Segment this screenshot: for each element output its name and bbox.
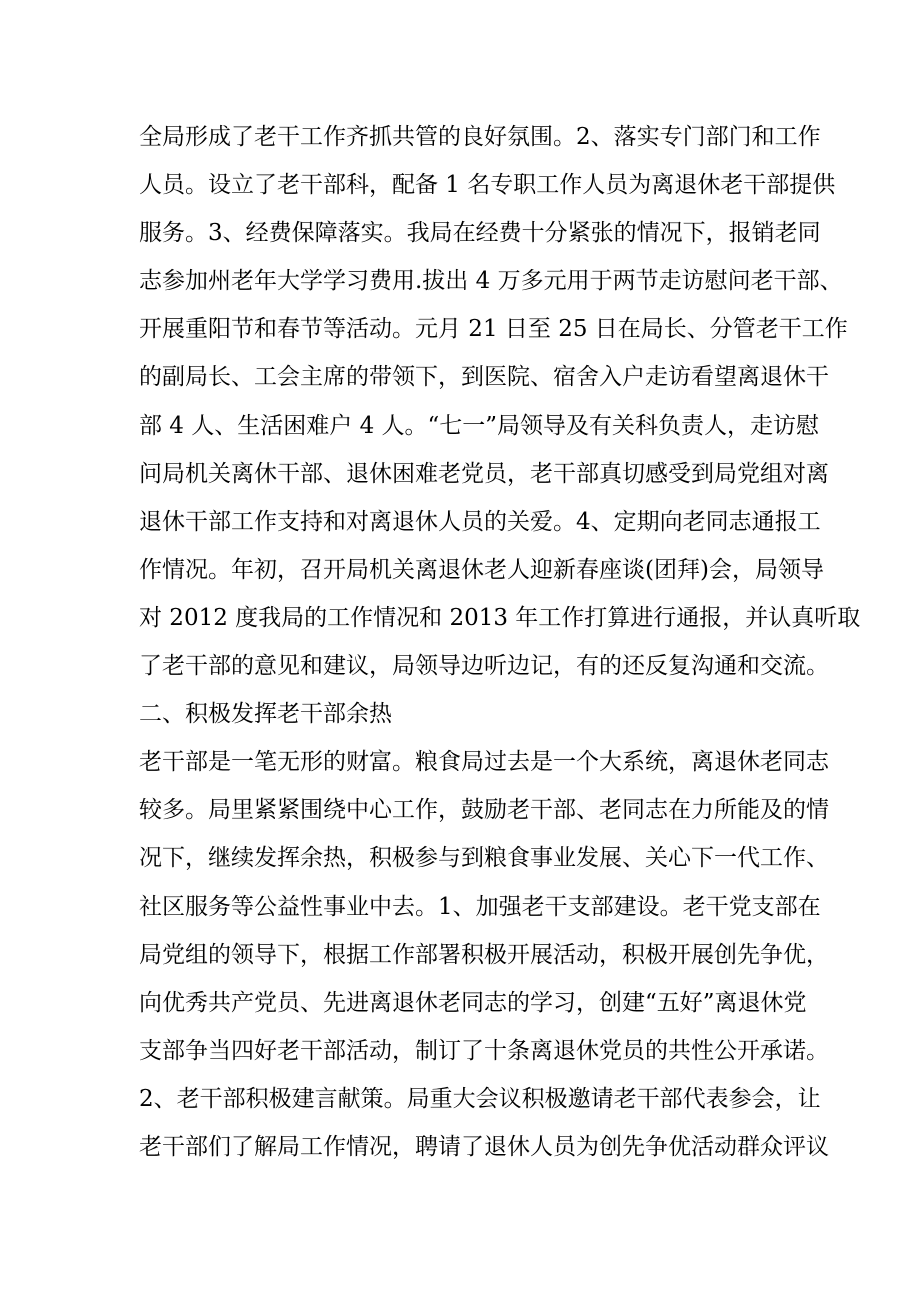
text-line-12: 了老干部的意见和建议，局领导边听边记，有的还反复沟通和交流。 <box>139 653 829 680</box>
section-heading: 二、积极发挥老干部余热 <box>139 701 392 728</box>
text-line-14: 老干部是一笔无形的财富。粮食局过去是一个大系统，离退休老同志 <box>139 749 829 776</box>
text-line-11: 对 2012 度我局的工作情况和 2013 年工作打算进行通报，并认真听取 <box>139 604 861 631</box>
text-line-17: 社区服务等公益性事业中去。1、加强老干支部建设。老干党支部在 <box>139 893 821 920</box>
text-line-2: 人员。设立了老干部科，配备 1 名专职工作人员为离退休老干部提供 <box>139 172 836 199</box>
text-line-6: 的副局长、工会主席的带领下，到医院、宿舍入户走访看望离退休干 <box>139 364 829 391</box>
text-line-3: 服务。3、经费保障落实。我局在经费十分紧张的情况下，报销老同 <box>139 220 821 247</box>
text-line-16: 况下，继续发挥余热，积极参与到粮食事业发展、关心下一代工作、 <box>139 845 829 872</box>
text-line-21: 2、老干部积极建言献策。局重大会议积极邀请老干部代表参会，让 <box>139 1085 821 1112</box>
body-text <box>139 113 861 1171</box>
text-line-20: 支部争当四好老干部活动，制订了十条离退休党员的共性公开承诺。 <box>139 1037 829 1064</box>
text-line-8: 问局机关离休干部、退休困难老党员，老干部真切感受到局党组对离 <box>139 460 829 487</box>
text-line-7: 部 4 人、生活困难户 4 人。“七一”局领导及有关科负责人，走访慰 <box>139 412 820 439</box>
text-line-9: 退休干部工作支持和对离退休人员的关爱。4、定期向老同志通报工 <box>139 508 821 535</box>
text-line-4: 志参加州老年大学学习费用.拔出 4 万多元用于两节走访慰问老干部、 <box>139 268 843 295</box>
text-line-5: 开展重阳节和春节等活动。元月 21 日至 25 日在局长、分管老干工作 <box>139 316 848 343</box>
text-line-1: 全局形成了老干工作齐抓共管的良好氛围。2、落实专门部门和工作 <box>139 124 821 150</box>
text-line-15: 较多。局里紧紧围绕中心工作，鼓励老干部、老同志在力所能及的情 <box>139 797 829 824</box>
text-line-22: 老干部们了解局工作情况，聘请了退休人员为创先争优活动群众评议 <box>139 1133 829 1160</box>
text-line-18: 局党组的领导下，根据工作部署积极开展活动，积极开展创先争优， <box>139 941 829 968</box>
text-line-19: 向优秀共产党员、先进离退休老同志的学习，创建“五好”离退休党 <box>139 989 807 1016</box>
text-line-10: 作情况。年初，召开局机关离退休老人迎新春座谈(团拜)会，局领导 <box>139 556 824 583</box>
